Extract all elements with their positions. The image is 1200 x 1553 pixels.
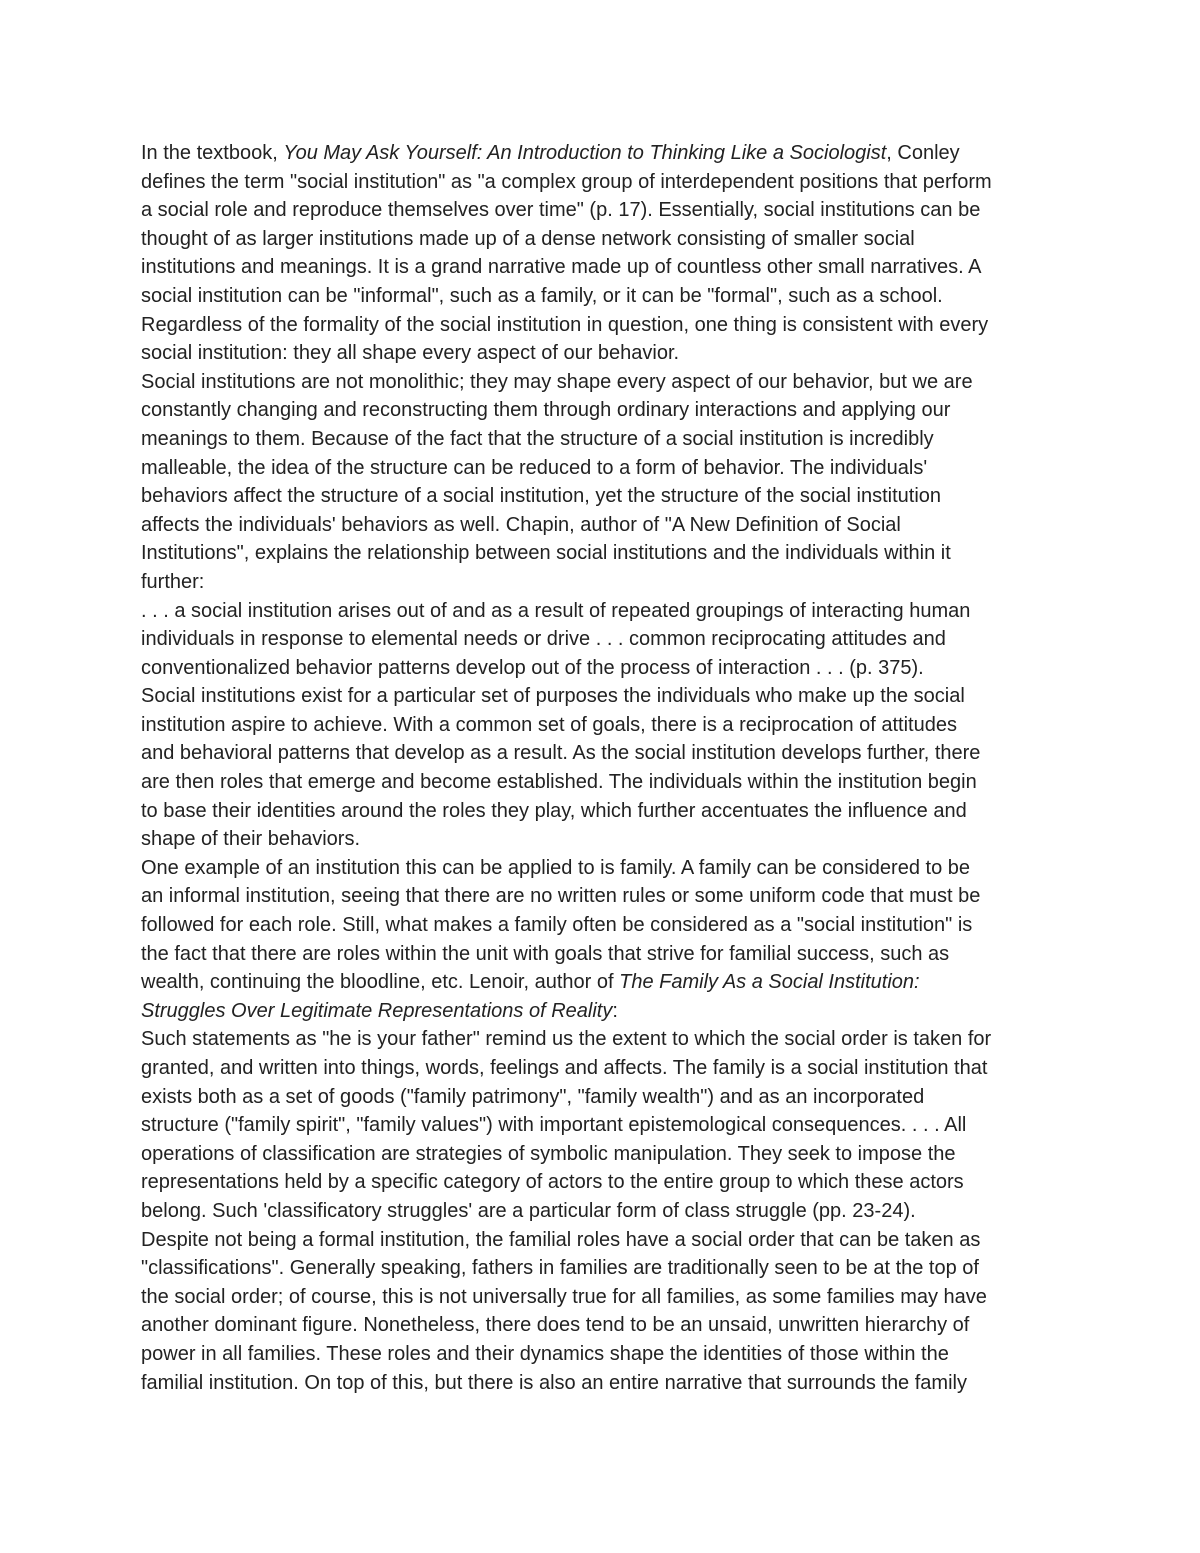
essay-body bbox=[141, 139, 1071, 1397]
paragraph-purposes bbox=[141, 682, 1071, 854]
paragraph-family-example bbox=[141, 854, 1071, 1026]
book-title-italic: The Family As a Social Institution: Struggles Over Legitimate Representations of Reality bbox=[141, 971, 920, 1022]
text-segment: In the textbook, bbox=[141, 142, 284, 164]
quote-chapin bbox=[141, 597, 1071, 683]
text-segment: Social institutions exist for a particular set of purposes the individuals who make up the social institution aspire to achieve. With a common set of goals, there is a reciprocation of attitudes and behavioral patterns that develop as a result. As the social institution develops further, there are then roles that emerge and become established. The individuals within the institution begin to base their identities around the roles they play, which further accentuates the influence and shape of their behaviors. bbox=[141, 685, 981, 851]
text-segment: Social institutions are not monolithic; they may shape every aspect of our behavior, but we are constantly changing and reconstructing them through ordinary interactions and applying our meanings to them. Because of the fact that the structure of a social institution is incredibly malleable, the idea of the structure can be reduced to a form of behavior. The individuals' behaviors affect the structure of a social institution, yet the structure of the social institution affects the individuals' behaviors as well. Chapin, author of "A New Definition of Social Institutions", explains the relationship between social institutions and the individuals within it further: bbox=[141, 370, 973, 593]
text-segment: . . . a social institution arises out of and as a result of repeated groupings of interacting human individuals in response to elemental needs or drive . . . common reciprocating attitudes and conventionalized behavior patterns develop out of the process of interaction . . . (p. 375). bbox=[141, 599, 971, 679]
paragraph-intro bbox=[141, 139, 1071, 368]
paragraph-monolithic bbox=[141, 368, 1071, 597]
text-segment: : bbox=[612, 999, 618, 1022]
book-title-italic: You May Ask Yourself: An Introduction to Thinking Like a Sociologist bbox=[283, 142, 887, 164]
quote-lenoir bbox=[141, 1025, 1071, 1225]
text-segment: Despite not being a formal institution, the familial roles have a social order that can be taken as "classifications". Generally speaking, fathers in families are traditionally seen to be at the top of the social order; of course, this is not universally true for all families, as some families may have another dominant figure. Nonetheless, there does tend to be an unsaid, unwritten hierarchy of power in all families. These roles and their dynamics shape the identities of those within the familial institution. On top of this, but there is also an entire narrative that surrounds the family bbox=[141, 1228, 987, 1394]
text-segment: One example of an institution this can be applied to is family. A family can be considered to be an informal institution, seeing that there are no written rules or some uniform code that must be followed for each role. Still, what makes a family often be considered as a "social institution" is the fact that there are roles within the unit with goals that strive for familial success, such as wealth, continuing the bloodline, etc. Lenoir, author of bbox=[141, 856, 981, 994]
paragraph-familial-roles bbox=[141, 1226, 1071, 1398]
text-segment: Such statements as "he is your father" remind us the extent to which the social order is taken for granted, and written into things, words, feelings and affects. The family is a social institution that exists both as a set of goods ("family patrimony", "family wealth") and as an incorporated structure ("family spirit", "family values") with important epistemological consequences. . . . All operations of classification are strategies of symbolic manipulation. They seek to impose the representations held by a specific category of actors to the entire group to which these actors belong. Such 'classificatory struggles' are a particular form of class struggle (pp. 23-24). bbox=[141, 1028, 992, 1222]
text-segment: , Conley defines the term "social institution" as "a complex group of interdependent positions that perform a social role and reproduce themselves over time" (p. 17). Essentially, social institutions can be thought of as larger institutions made up of a dense network consisting of smaller social institutions and meanings. It is a grand narrative made up of countless other small narratives. A social institution can be "informal", such as a family, or it can be "formal", such as a school. Regardless of the formality of the social institution in question, one thing is consistent with every social institution: they all shape every aspect of our behavior. bbox=[141, 142, 992, 365]
